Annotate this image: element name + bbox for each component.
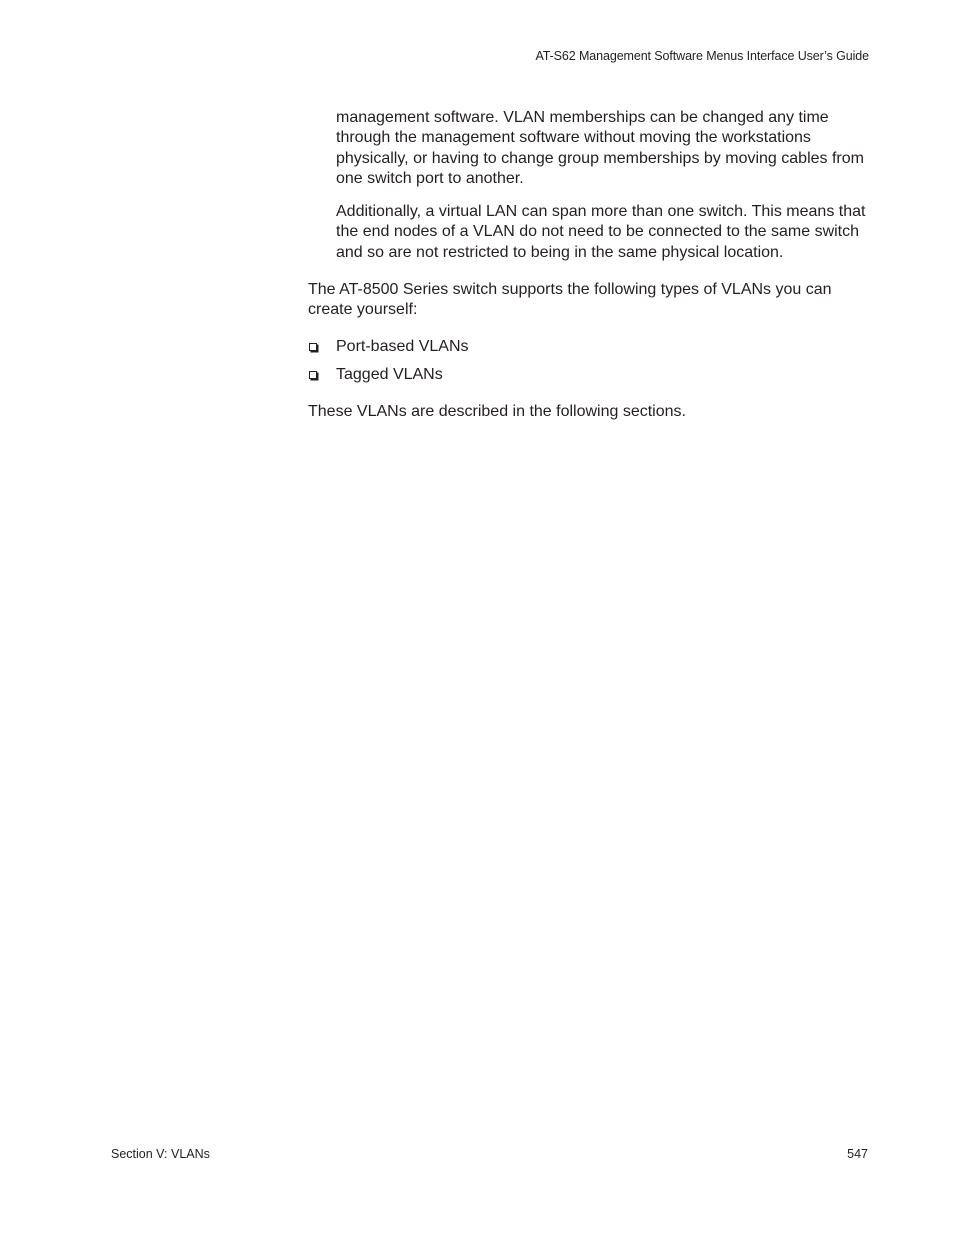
paragraph-supported-types: The AT-8500 Series switch supports the following types of VLANs you can create yourself: [308, 281, 832, 319]
list-item-label: Tagged VLANs [336, 365, 443, 383]
hollow-square-bullet-icon [309, 343, 317, 351]
list-item [308, 337, 878, 357]
page-content [308, 108, 878, 423]
list-item [308, 365, 878, 385]
page-number: 547 [847, 1147, 868, 1161]
vlan-types-list [308, 337, 878, 386]
indented-block [336, 108, 878, 263]
list-item-label: Port-based VLANs [336, 337, 469, 355]
footer-section: Section V: VLANs [111, 1147, 210, 1161]
hollow-square-bullet-icon [309, 371, 317, 379]
running-header: AT-S62 Management Software Menus Interface User’s Guide [535, 49, 869, 63]
paragraph-closing: These VLANs are described in the following sections. [308, 403, 686, 421]
paragraph-vlan-membership: management software. VLAN memberships can be changed any time through the management software without moving the workstations physically, or having to change group memberships by moving cables from one switch port to another. [336, 109, 864, 187]
paragraph-vlan-span: Additionally, a virtual LAN can span more than one switch. This means that the end nodes of a VLAN do not need to be connected to the same switch and so are not restricted to being in the same physical location. [336, 203, 866, 261]
